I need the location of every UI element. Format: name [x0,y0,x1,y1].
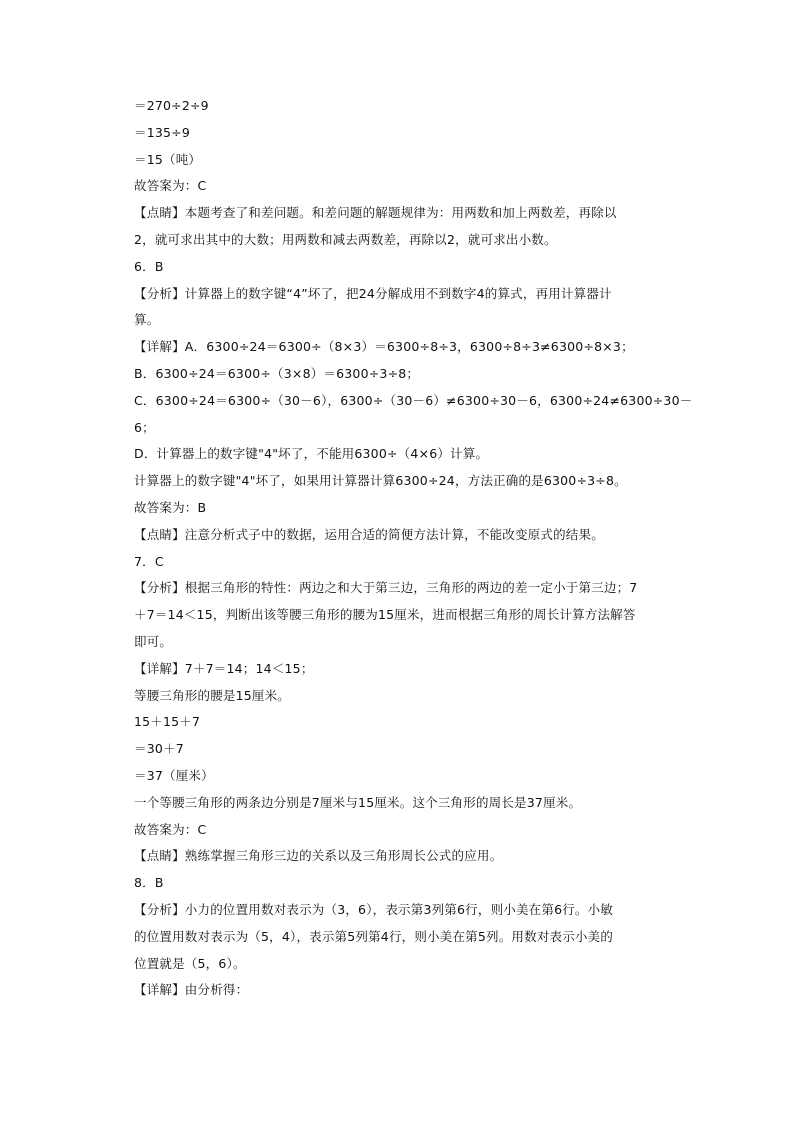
text-line: D．计算器上的数字键"4"坏了，不能用6300÷（4×6）计算。 [134,446,489,462]
text-line: 15＋15＋7 [134,714,201,730]
answer-line: 故答案为：C [134,821,207,837]
text-line: 的位置用数对表示为（5，4），表示第5列第4行，则小美在第5列。用数对表示小美的 [134,928,614,944]
text-line: 2，就可求出其中的大数；用两数和减去两数差，再除以2，就可求出小数。 [134,231,557,247]
text-line: 计算器上的数字键"4"坏了，如果用计算器计算6300÷24，方法正确的是6300÷3÷8。 [134,473,627,489]
tip-line: 【点睛】注意分析式子中的数据，运用合适的简便方法计算，不能改变原式的结果。 [134,526,604,542]
text-line: ＝37（厘米） [134,767,214,783]
solution-line: 【详解】7＋7＝14；14＜15； [134,660,314,676]
tip-line: 【点睛】熟练掌握三角形三边的关系以及三角形周长公式的应用。 [134,848,503,864]
document-body [134,93,693,1004]
analysis-line: 【分析】根据三角形的特性：两边之和大于第三边，三角形的两边的差一定小于第三边；7 [134,580,638,596]
question-number: 6．B [134,258,164,274]
text-line: ＋7＝14＜15，判断出该等腰三角形的腰为15厘米，进而根据三角形的周长计算方法解答 [134,607,636,623]
text-line: ＝135÷9 [134,124,190,140]
text-line: 一个等腰三角形的两条边分别是7厘米与15厘米。这个三角形的周长是37厘米。 [134,794,582,810]
text-line: 6； [134,419,155,435]
text-line: 即可。 [134,633,173,649]
text-line: B．6300÷24＝6300÷（3×8）＝6300÷3÷8； [134,365,420,381]
answer-line: 故答案为：C [134,178,207,194]
text-line: ＝15（吨） [134,151,202,167]
text-line: 算。 [134,312,160,328]
solution-line: 【详解】由分析得： [134,982,249,998]
solution-line: 【详解】A．6300÷24＝6300÷（8×3）＝6300÷8÷3，6300÷8÷3≠6300÷8×3； [134,339,634,355]
question-number: 8．B [134,875,164,891]
text-line: 位置就是（5，6）。 [134,955,246,971]
text-line: C．6300÷24＝6300÷（30－6），6300÷（30－6）≠6300÷30－6，6300÷24≠6300÷30－ [134,392,693,408]
analysis-line: 【分析】计算器上的数字键“4”坏了，把24分解成用不到数字4的算式，再用计算器计 [134,285,612,301]
text-line: ＝270÷2÷9 [134,98,209,113]
question-number: 7．C [134,553,164,569]
tip-line: 【点睛】本题考查了和差问题。和差问题的解题规律为：用两数和加上两数差，再除以 [134,205,617,221]
answer-line: 故答案为：B [134,499,207,515]
analysis-line: 【分析】小力的位置用数对表示为（3，6），表示第3列第6行，则小美在第6行。小敏 [134,901,614,917]
text-line: 等腰三角形的腰是15厘米。 [134,687,291,703]
text-line: ＝30＋7 [134,741,184,757]
